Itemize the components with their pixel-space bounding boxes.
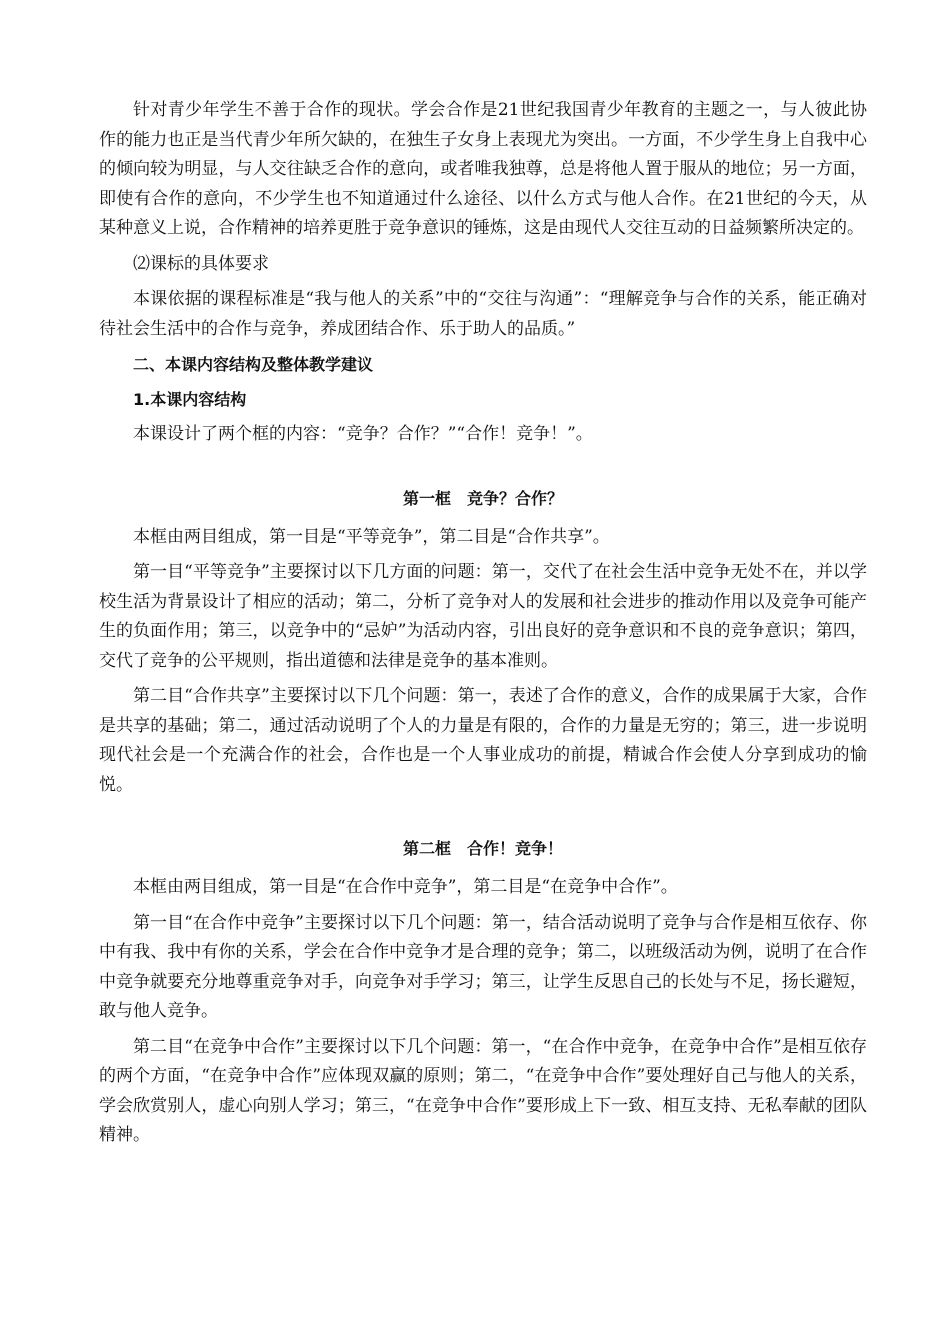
paragraph-frame2-intro: 本框由两目组成，第一目是“在合作中竞争”，第二目是“在竞争中合作”。 [133,877,678,897]
paragraph-cooperation-status: 针对青少年学生不善于合作的现状。学会合作是21世纪我国青少年教育的主题之一，与人彼此协作的能力也正是当代青少年所欠缺的，在独生子女身上表现尤为突出。一方面，不少学生身上自我中心的倾向较为明显，与人交往缺乏合作的意向，或者唯我独尊，总是将他人置于服从的地位；另一方面，即使有合作的意向，不少学生也不知道通过什么途径、以什么方式与他人合作。在21世纪的今天，从某种意义上说，合作精神的培养更胜于竞争意识的锤炼，这是由现代人交往互动的日益频繁所决定的。 [99,100,867,238]
paragraph-compete-in-cooperation: 第一目“在合作中竞争”主要探讨以下几个问题：第一，结合活动说明了竞争与合作是相互依存、你中有我、我中有你的关系，学会在合作中竞争才是合理的竞争；第二，以班级活动为例，说明了在合作中竞争就要充分地尊重竞争对手，向竞争对手学习；第三，让学生反思自己的长处与不足，扬长避短，敢与他人竞争。 [99,912,867,1021]
paragraph-cooperate-in-competition: 第二目“在竞争中合作”主要探讨以下几个问题：第一，“在合作中竞争，在竞争中合作”是相互依存的两个方面，“在竞争中合作”应体现双赢的原则；第二，“在竞争中合作”要处理好自己与他人的关系，学会欣赏别人，虚心向别人学习；第三，“在竞争中合作”要形成上下一致、相互支持、无私奉献的团队精神。 [99,1036,867,1145]
section-heading-structure: 二、本课内容结构及整体教学建议 [133,355,374,374]
paragraph-frame1-intro: 本框由两目组成，第一目是“平等竞争”，第二目是“合作共享”。 [133,526,610,547]
frame1-title: 第一框 竞争？合作？ [402,488,563,508]
document-page [99,96,867,1151]
paragraph-curriculum-standard: 本课依据的课程标准是“我与他人的关系”中的“交往与沟通”：“理解竞争与合作的关系，能正确对待社会生活中的合作与竞争，养成团结合作、乐于助人的品质。” [99,289,867,339]
subsection-heading-content-structure: 1.本课内容结构 [133,390,247,409]
paragraph-two-frames: 本课设计了两个框的内容：“竞争？合作？”“合作！竞争！”。 [133,424,593,444]
frame2-title: 第二框 合作！竞争！ [402,839,563,858]
paragraph-equal-competition: 第一目“平等竞争”主要探讨以下几方面的问题：第一，交代了在社会生活中竞争无处不在，并以学校生活为背景设计了相应的活动；第二，分析了竞争对人的发展和社会进步的推动作用以及竞争可能产生的负面作用；第三，以竞争中的“忌妒”为活动内容，引出良好的竞争意识和不良的竞争意识；第四，交代了竞争的公平规则，指出道德和法律是竞争的基本准则。 [99,562,867,671]
paragraph-cooperation-sharing: 第二目“合作共享”主要探讨以下几个问题：第一，表述了合作的意义，合作的成果属于大家，合作是共享的基础；第二，通过活动说明了个人的力量是有限的，合作的力量是无穷的；第三，进一步说明现代社会是一个充满合作的社会，合作也是一个人事业成功的前提，精诚合作会使人分享到成功的愉悦。 [99,686,867,795]
subheading-curriculum-requirements: ⑵课标的具体要求 [133,253,269,274]
